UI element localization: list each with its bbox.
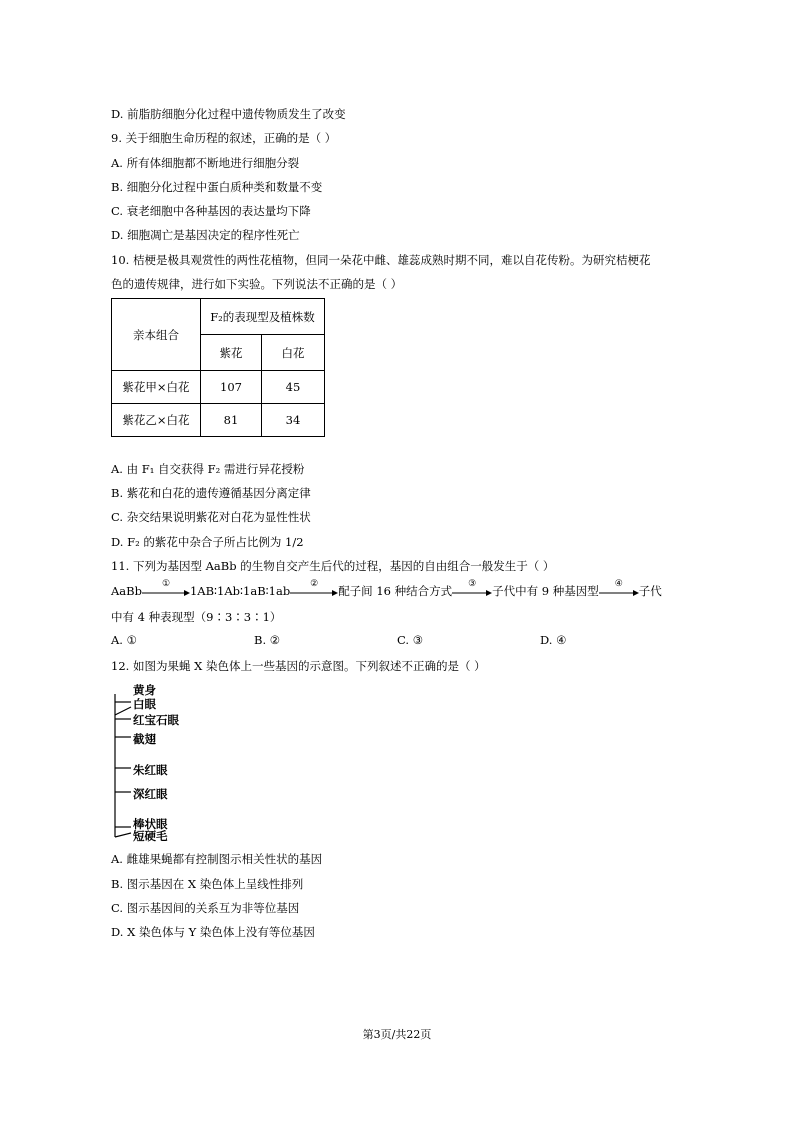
q9-option-d: D. 细胞凋亡是基因决定的程序性死亡 bbox=[111, 228, 300, 242]
table-row bbox=[112, 404, 325, 437]
purple-count: 81 bbox=[201, 404, 262, 437]
q11-option-a: A. ① bbox=[111, 633, 137, 647]
arrow-3-icon: ③ bbox=[452, 583, 492, 599]
cross-cell: 紫花甲×白花 bbox=[112, 371, 201, 404]
page-footer: 第3页/共22页 bbox=[362, 1028, 432, 1041]
purple-count: 107 bbox=[201, 371, 262, 404]
q11-options bbox=[111, 633, 671, 649]
flow-offspring: 子代 bbox=[638, 584, 662, 598]
header-purple: 紫花 bbox=[201, 335, 262, 371]
gene-label: 黄身 bbox=[133, 683, 156, 697]
q10-option-d: D. F₂ 的紫花中杂合子所占比例为 1/2 bbox=[111, 535, 304, 549]
q10-option-c: C. 杂交结果说明紫花对白花为显性性状 bbox=[111, 510, 311, 524]
q10-table bbox=[111, 298, 325, 437]
q9-option-c: C. 衰老细胞中各种基因的表达量均下降 bbox=[111, 204, 311, 218]
x-chromosome-diagram bbox=[111, 680, 271, 842]
q10-option-b: B. 紫花和白花的遗传遵循基因分离定律 bbox=[111, 486, 311, 500]
header-parent: 亲本组合 bbox=[112, 299, 201, 371]
q9-stem: 9. 关于细胞生命历程的叙述，正确的是（ ） bbox=[111, 131, 337, 145]
arrow-1-icon: ① bbox=[142, 583, 190, 599]
q11-option-b: B. ② bbox=[254, 633, 281, 647]
q10-stem-line1: 10. 桔梗是极具观赏性的两性花植物，但同一朵花中雌、雄蕊成熟时期不同，难以自花传粉。为研究桔梗花 bbox=[111, 253, 651, 267]
gene-label: 深红眼 bbox=[133, 787, 168, 801]
q12-option-b: B. 图示基因在 X 染色体上呈线性排列 bbox=[111, 877, 304, 891]
header-f2: F₂的表现型及植株数 bbox=[201, 299, 325, 335]
q11-option-c: C. ③ bbox=[397, 633, 424, 647]
flow-gametes: 1AB∶1Ab∶1aB∶1ab bbox=[189, 584, 291, 598]
gene-label: 白眼 bbox=[133, 697, 156, 711]
table-row bbox=[112, 371, 325, 404]
q10-option-a: A. 由 F₁ 自交获得 F₂ 需进行异花授粉 bbox=[111, 462, 305, 476]
q9-option-b: B. 细胞分化过程中蛋白质种类和数量不变 bbox=[111, 180, 323, 194]
q9-option-a: A. 所有体细胞都不断地进行细胞分裂 bbox=[111, 156, 300, 170]
gene-label: 短硬毛 bbox=[133, 829, 168, 843]
q11-option-d: D. ④ bbox=[540, 633, 567, 647]
arrow-4-icon: ④ bbox=[599, 583, 639, 599]
cross-cell: 紫花乙×白花 bbox=[112, 404, 201, 437]
q10-stem-line2: 色的遗传规律，进行如下实验。下列说法不正确的是（ ） bbox=[111, 277, 403, 291]
white-count: 34 bbox=[262, 404, 325, 437]
gene-label: 截翅 bbox=[133, 732, 156, 746]
gene-label: 棒状眼 bbox=[133, 817, 168, 831]
gene-label: 朱红眼 bbox=[133, 763, 168, 777]
flow-genotype: AaBb bbox=[111, 584, 142, 598]
q11-flow-cont: 中有 4 种表现型（9∶3∶3∶1） bbox=[111, 610, 282, 624]
q12-option-a: A. 雌雄果蝇都有控制图示相关性状的基因 bbox=[111, 852, 323, 866]
flow-combinations: 配子间 16 种结合方式 bbox=[338, 584, 453, 598]
header-white: 白花 bbox=[262, 335, 325, 371]
white-count: 45 bbox=[262, 371, 325, 404]
arrow-2-icon: ② bbox=[290, 583, 338, 599]
gene-label: 红宝石眼 bbox=[133, 713, 179, 727]
q12-option-d: D. X 染色体与 Y 染色体上没有等位基因 bbox=[111, 925, 315, 939]
q8-option-d: D. 前脂肪细胞分化过程中遗传物质发生了改变 bbox=[111, 107, 346, 121]
q12-option-c: C. 图示基因间的关系互为非等位基因 bbox=[111, 901, 300, 915]
q12-stem: 12. 如图为果蝇 X 染色体上一些基因的示意图。下列叙述不正确的是（ ） bbox=[111, 659, 486, 673]
q11-stem: 11. 下列为基因型 AaBb 的生物自交产生后代的过程，基因的自由组合一般发生于（ ） bbox=[111, 559, 555, 573]
flow-genotypes: 子代中有 9 种基因型 bbox=[492, 584, 599, 598]
q11-flow bbox=[111, 579, 662, 601]
